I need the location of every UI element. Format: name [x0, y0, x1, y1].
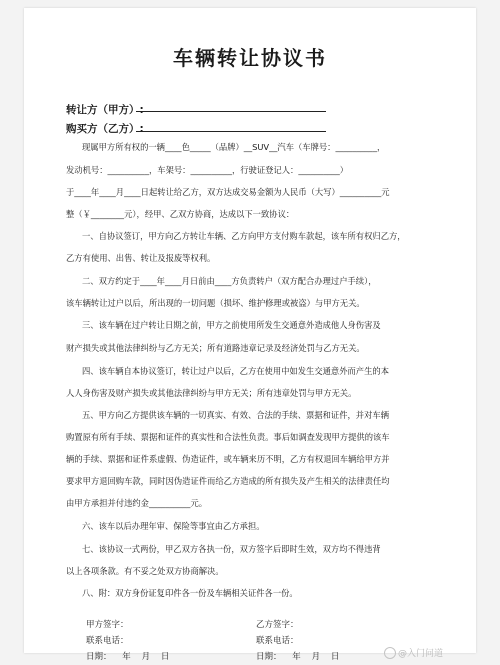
transferor-label: 转让方（甲方）: [66, 104, 144, 116]
document-title: 车辆转让协议书 [173, 46, 327, 70]
clause-line-18: 六、该车以后办理年审、保险等事宜由乙方承担。 [82, 521, 265, 531]
watermark-icon [384, 647, 396, 659]
party-a-date-label: 日期： 年 月 日 [86, 652, 170, 662]
clause-line-4: 整（￥________元），经甲、乙双方协商，达成以下一致协议： [66, 209, 295, 219]
clause-line-10: 财产损失或其他法律纠纷与乙方无关；所有道路违章记录及经济处罚与乙方无关。 [66, 343, 365, 353]
transferee-label: 购买方（乙方）: [66, 123, 144, 135]
transferor-blank [136, 111, 326, 112]
clause-line-20: 以上各项条款。有不妥之处双方协商解决。 [66, 566, 224, 576]
clause-line-7: 二、双方约定于____年____月日前由____方负责转户（双方配合办理过户手续）， [82, 276, 377, 286]
party-b-date-label: 日期： 年 月 日 [256, 652, 340, 662]
clause-line-8: 该车辆转让过户以后，所出现的一切问题（损坏、维护修理或被盗）与甲方无关。 [66, 298, 365, 308]
clause-line-3: 于____年____月____日起转让给乙方，双方达成交易金额为人民币（大写）__________元 [66, 187, 390, 197]
clause-line-6: 乙方有使用、出售、转让及报废等权利。 [66, 253, 216, 263]
clause-line-14: 购置原有所有手续、票据和证件的真实性和合法性负责。事后如调查发现甲方提供的该车 [66, 432, 390, 442]
transferee-blank [136, 131, 326, 132]
clause-line-11: 四、该车辆自本协议签订，转让过户以后，乙方在使用中如发生交通意外而产生的本 [82, 366, 389, 376]
clause-line-12: 人人身伤害及财产损失或其他法律纠纷与甲方无关；所有违章处罚与甲方无关。 [66, 388, 357, 398]
party-a-signature-label: 甲方签字： [86, 620, 129, 630]
watermark-text: @入门问道 [398, 649, 444, 659]
clause-line-21: 八、附：双方身份证复印件各一份及车辆相关证件各一份。 [82, 588, 298, 598]
clause-line-1: 现属甲方所有权的一辆____色_____（品牌）__SUV__汽车（车牌号：__________， [82, 142, 386, 152]
clause-line-5: 一、自协议签订，甲方向乙方转让车辆、乙方向甲方支付购车款起，该车所有权归乙方， [82, 231, 406, 241]
party-b-signature-label: 乙方签字： [256, 620, 299, 630]
clause-line-15: 辆的手续、票据和证件系虚假、伪造证件，或车辆来历不明，乙方有权退回车辆给甲方并 [66, 454, 390, 464]
clause-line-13: 五、甲方向乙方提供该车辆的一切真实、有效、合法的手续、票据和证件，并对车辆 [82, 410, 389, 420]
clause-line-17: 由甲方承担并付违约金__________元。 [66, 498, 208, 508]
clause-line-2: 发动机号：__________，车架号：__________，行驶证登记人：__________） [66, 165, 349, 175]
party-b-phone-label: 联系电话： [256, 636, 299, 646]
clause-line-19: 七、该协议一式两份，甲乙双方各执一份，双方签字后即时生效，双方均不得违背 [82, 544, 381, 554]
clause-line-16: 要求甲方退回购车款，同时因伪造证件而给乙方造成的所有损失及产生相关的法律责任均 [66, 476, 390, 486]
clause-line-9: 三、该车辆在过户转让日期之前，甲方之前使用所发生交通意外造成他人身伤害及 [82, 320, 381, 330]
party-a-phone-label: 联系电话： [86, 636, 129, 646]
